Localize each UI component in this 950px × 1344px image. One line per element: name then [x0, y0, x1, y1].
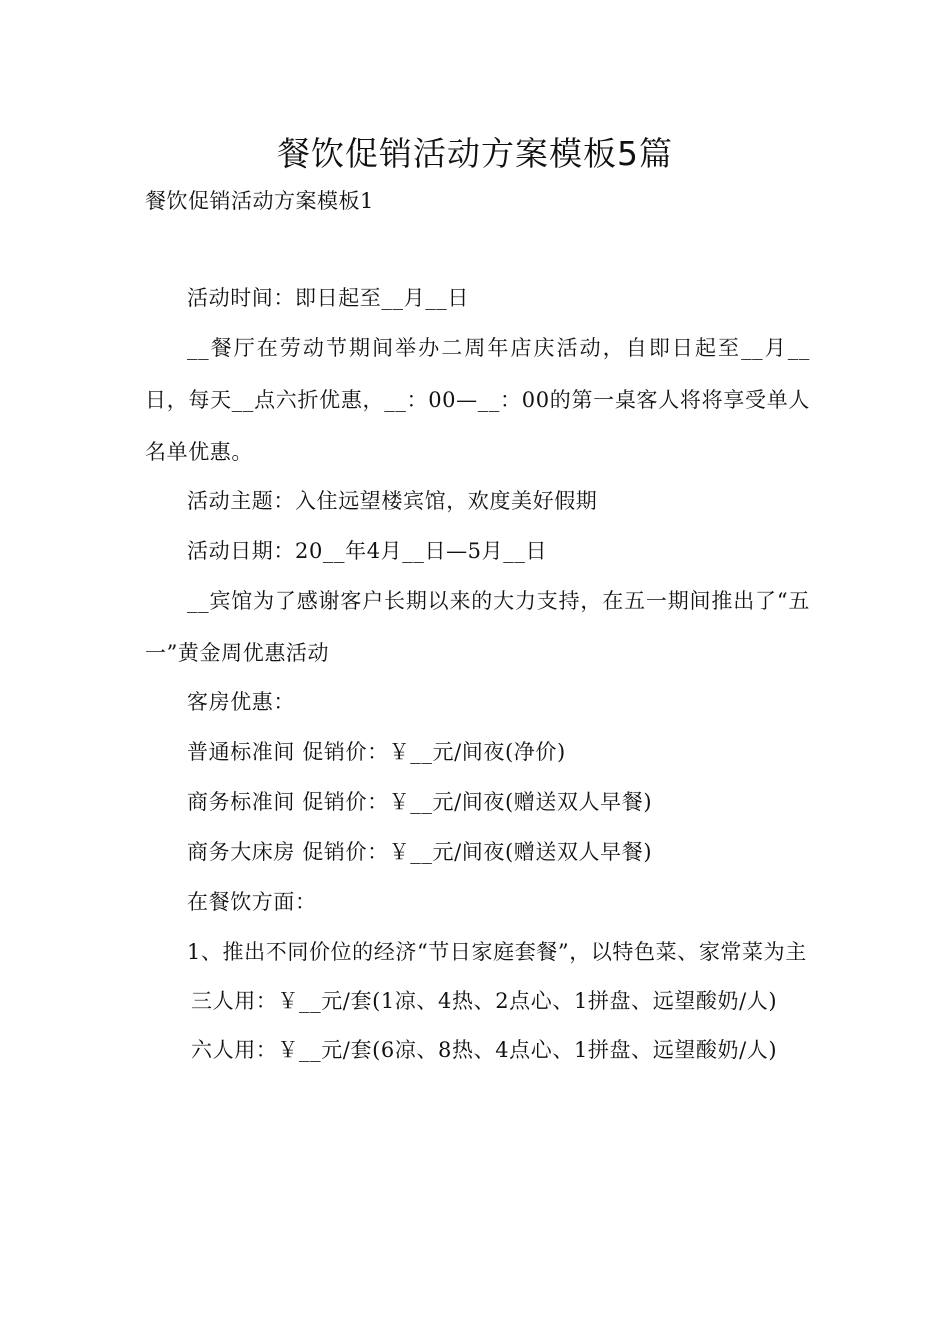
- paragraph-six-person-set: 六人用：￥__元/套(6凉、8热、4点心、1拼盘、远望酸奶/人): [191, 1038, 778, 1062]
- paragraph-activity-time: 活动时间：即日起至__月__日: [187, 286, 469, 310]
- paragraph-business-king-room-price: 商务大床房 促销价：￥__元/间夜(赠送双人早餐): [187, 840, 653, 864]
- paragraph-hotel-promotion: __宾馆为了感谢客户长期以来的大力支持，在五一期间推出了“五一”黄金周优惠活动: [145, 589, 810, 665]
- paragraph-activity-date: 活动日期：20__年4月__日—5月__日: [187, 539, 548, 563]
- paragraph-room-offers-heading: 客房优惠：: [187, 690, 295, 714]
- paragraph-business-standard-room-price: 商务标准间 促销价：￥__元/间夜(赠送双人早餐): [187, 790, 653, 814]
- document-subtitle: 餐饮促销活动方案模板1: [145, 189, 374, 213]
- paragraph-restaurant-anniversary: __餐厅在劳动节期间举办二周年店庆活动，自即日起至__月__日，每天__点六折优惠，__：00—__：00的第一桌客人将将享受单人名单优惠。: [145, 336, 810, 464]
- document-body: [145, 282, 810, 1083]
- paragraph-three-person-set: 三人用：￥__元/套(1凉、4热、2点心、1拼盘、远望酸奶/人): [191, 989, 778, 1013]
- paragraph-dining-heading: 在餐饮方面：: [187, 890, 317, 914]
- paragraph-activity-theme: 活动主题：入住远望楼宾馆，欢度美好假期: [187, 489, 598, 513]
- document-title: 餐饮促销活动方案模板5篇: [277, 134, 673, 173]
- paragraph-standard-room-price: 普通标准间 促销价：￥__元/间夜(净价): [187, 740, 566, 764]
- paragraph-family-set-meal: 1、推出不同价位的经济“节日家庭套餐”，以特色菜、家常菜为主: [187, 940, 807, 964]
